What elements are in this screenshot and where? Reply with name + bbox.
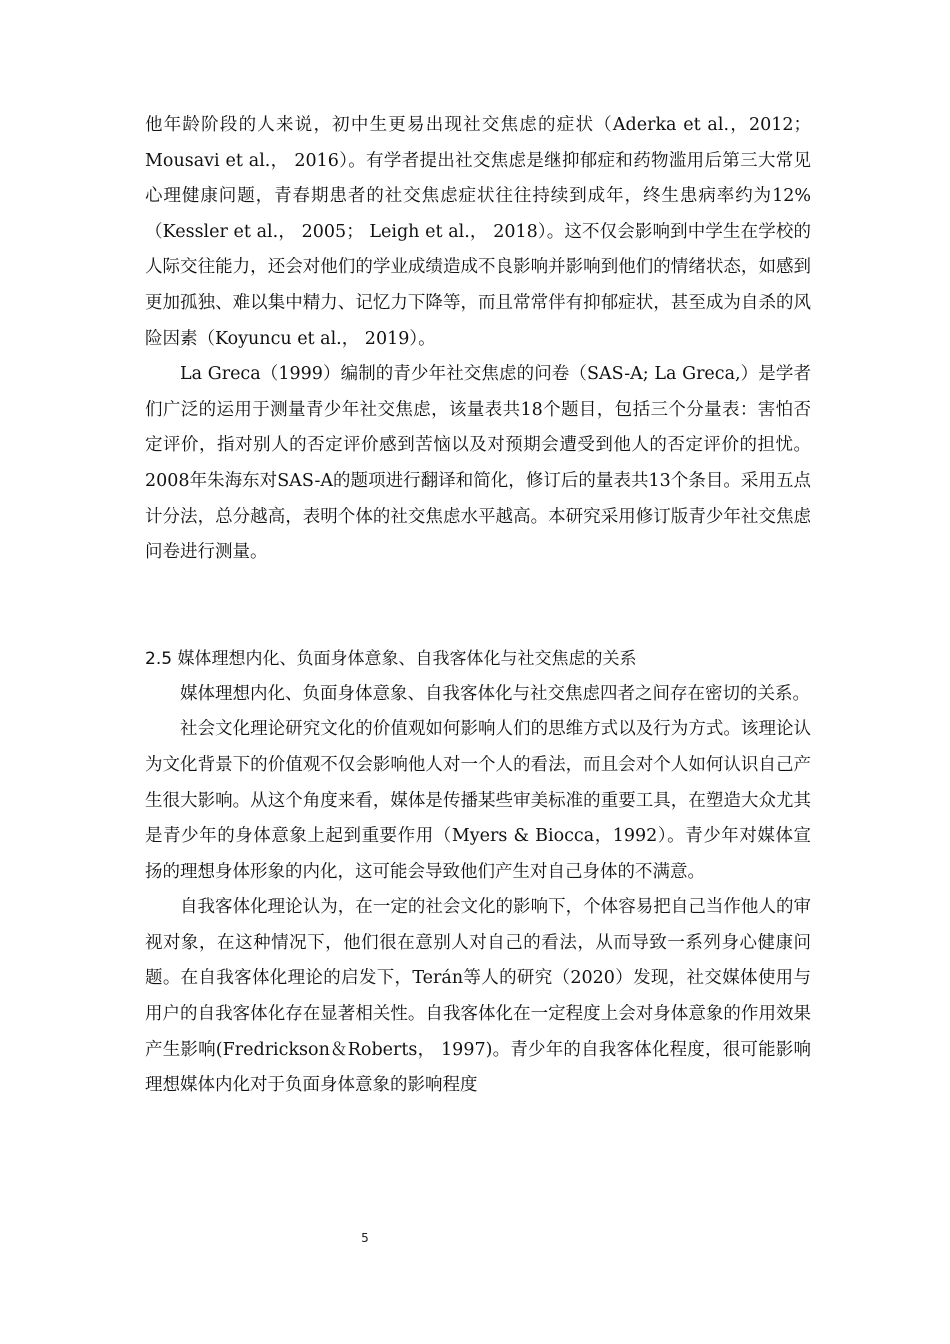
document-page [145, 108, 811, 1104]
page-number: 5 [361, 1231, 369, 1245]
paragraph-sociocultural-theory: 社会文化理论研究文化的价值观如何影响人们的思维方式以及行为方式。该理论认为文化背景下的价值观不仅会影响他人对一个人的看法，而且会对个人如何认识自己产生很大影响。从这个角度来看，媒体是传播某些审美标准的重要工具，在塑造大众尤其是青少年的身体意象上起到重要作用（Myers & Biocca，1992）。青少年对媒体宣扬的理想身体形象的内化，这可能会导致他们产生对自己身体的不满意。 [145, 719, 811, 882]
paragraph-relationship-intro: 媒体理想内化、负面身体意象、自我客体化与社交焦虑四者之间存在密切的关系。 [180, 683, 810, 704]
paragraph-continued: 他年龄阶段的人来说，初中生更易出现社交焦虑的症状（Aderka et al.，2012； Mousavi et al.， 2016）。有学者提出社交焦虑是继抑郁症和药物滥用后第三大常见心理健康问题，青春期患者的社交焦虑症状往往持续到成年，终生患病率约为12%（Kessler et al.， 2005； Leigh et al.， 2018）。这不仅会影响到中学生在学校的人际交往能力，还会对他们的学业成绩造成不良影响并影响到他们的情绪状态，如感到更加孤独、难以集中精力、记忆力下降等，而且常常伴有抑郁症状，甚至成为自杀的风险因素（Koyuncu et al.， 2019）。 [145, 115, 811, 349]
section-heading-2-5: 2.5 媒体理想内化、负面身体意象、自我客体化与社交焦虑的关系 [145, 648, 637, 669]
paragraph-self-objectification-theory: 自我客体化理论认为，在一定的社会文化的影响下，个体容易把自己当作他人的审视对象，在这种情况下，他们很在意别人对自己的看法，从而导致一系列身心健康问题。在自我客体化理论的启发下，Terán等人的研究（2020）发现，社交媒体使用与用户的自我客体化存在显著相关性。自我客体化在一定程度上会对身体意象的作用效果产生影响(Fredrickson＆Roberts， 1997)。青少年的自我客体化程度，很可能影响理想媒体内化对于负面身体意象的影响程度 [145, 897, 811, 1096]
section-spacer [145, 571, 811, 641]
paragraph-sas-a-description: La Greca（1999）编制的青少年社交焦虑的问卷（SAS-A; La Greca,）是学者们广泛的运用于测量青少年社交焦虑，该量表共18个题目，包括三个分量表：害怕否定评价，指对别人的否定评价感到苦恼以及对预期会遭受到他人的否定评价的担忧。2008年朱海东对SAS-A的题项进行翻译和简化，修订后的量表共13个条目。采用五点计分法，总分越高，表明个体的社交焦虑水平越高。本研究采用修订版青少年社交焦虑问卷进行测量。 [145, 364, 811, 563]
